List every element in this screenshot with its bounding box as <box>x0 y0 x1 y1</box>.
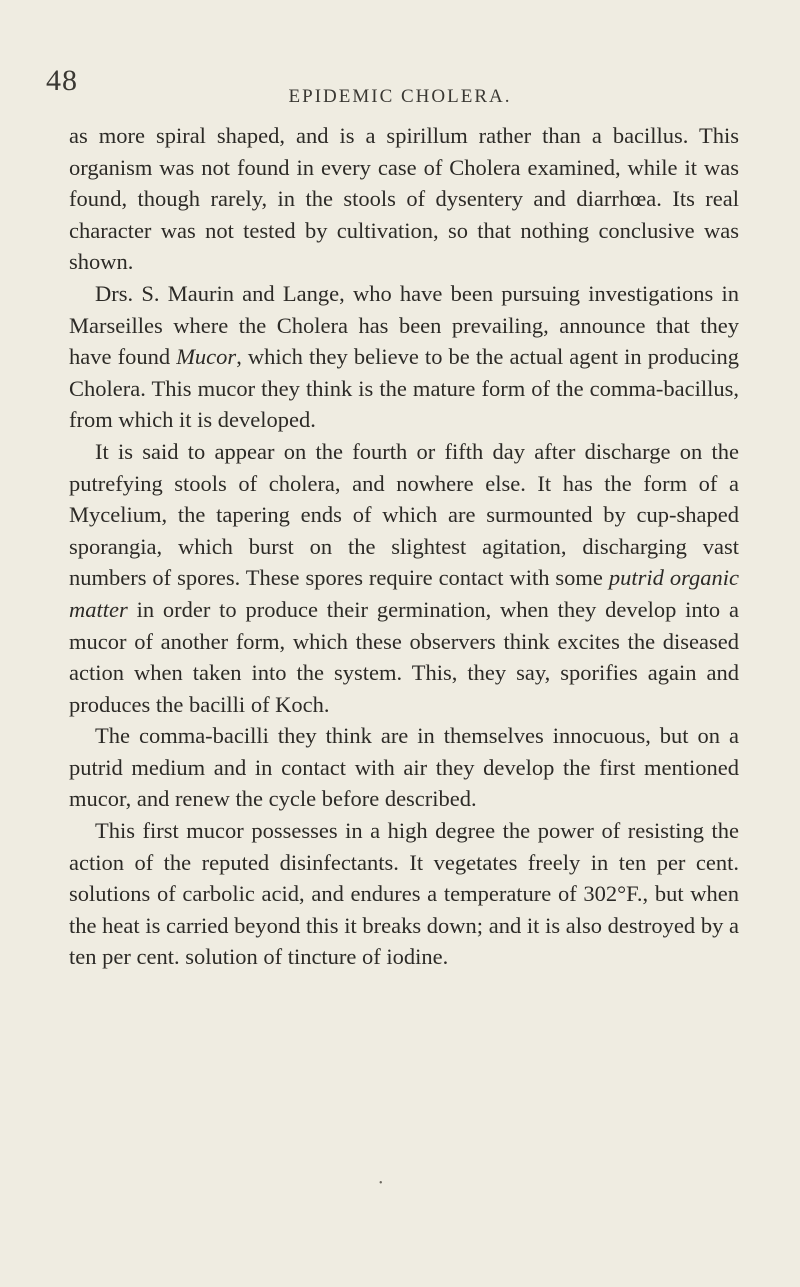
italic-term-mucor: Mucor <box>176 344 237 370</box>
paragraph-text: as more spiral shaped, and is a spirillum rather than a bacillus. This organism was not found in every case of Cholera examined, while it was found, though rarely, in the stools of dysentery and diarrhœa. Its real character was not tested by cultivation, so that nothing conclusive was shown. <box>69 123 739 275</box>
page-number: 48 <box>46 64 78 97</box>
running-head: EPIDEMIC CHOLERA. <box>288 86 512 107</box>
italic-term-putrid-organic-matter: putrid organic matter <box>69 565 739 622</box>
paragraph-2 <box>69 278 739 436</box>
paragraph-text: Drs. S. Maurin and Lange, who have been pursuing investigations in Marseilles where the Cholera has been prevailing, announce that they have found <box>69 280 739 370</box>
paragraph-4 <box>69 720 739 815</box>
paragraph-text: in order to produce their germination, when they develop into a mucor of another form, which these observers think excites the diseased action when taken into the system. This, they say, sporifies again and produces the bacilli of Koch. <box>69 596 739 717</box>
footer-mark: • <box>379 1178 383 1189</box>
paragraph-text: The comma-bacilli they think are in themselves innocuous, but on a putrid medium and in contact with air they develop the first mentioned mucor, and renew the cycle before described. <box>69 723 739 812</box>
paragraph-3 <box>69 436 739 720</box>
paragraph-text: , which they believe to be the actual agent in producing Cholera. This mucor they think is the mature form of the comma-bacillus, from which it is developed. <box>69 344 739 433</box>
paragraph-1 <box>69 120 739 278</box>
page-body <box>69 120 739 973</box>
paragraph-5 <box>69 815 739 973</box>
paragraph-text: This first mucor possesses in a high degree the power of resisting the action of the reputed disinfectants. It vegetates freely in ten per cent. solutions of carbolic acid, and endures a temperature of 302°F., but when the heat is carried beyond this it breaks down; and it is also destroyed by a ten per cent. solution of tincture of iodine. <box>69 818 739 970</box>
paragraph-text: It is said to appear on the fourth or fifth day after discharge on the putrefying stools of cholera, and nowhere else. It has the form of a Mycelium, the tapering ends of which are surmounted by cup-shaped sporangia, which burst on the slightest agitation, discharging vast numbers of spores. These spores require contact with some <box>69 438 739 591</box>
